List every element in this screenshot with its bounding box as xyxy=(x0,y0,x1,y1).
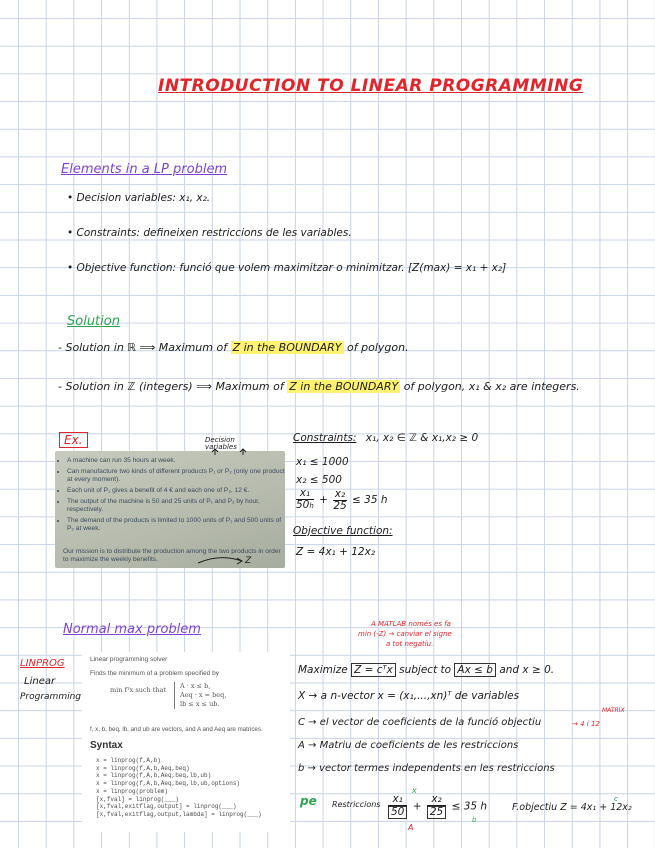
subject-to-word: subject to xyxy=(399,664,452,676)
fraction-x1-unit: h xyxy=(309,502,314,510)
matlab-doc-note: f, x, b, beq, lb, and ub are vectors, and A and Aeq are matrices. xyxy=(90,726,263,733)
up-arrow-icon xyxy=(212,449,246,455)
fraction-x1-num: x₁ xyxy=(296,488,314,500)
fraction-x2 xyxy=(333,489,346,512)
restriccions-label: Restriccions xyxy=(332,800,381,809)
x-definition: X → a n-vector x = (x₁,...,xn)ᵀ de variables xyxy=(298,690,520,702)
pe-label: pe xyxy=(300,794,317,808)
solution-r-suffix: of polygon. xyxy=(347,341,409,354)
matlab-doc-subtitle: Finds the minimum of a problem specified by xyxy=(90,670,219,677)
pe-fraction-x2-den: 25 xyxy=(427,806,446,819)
plus-sign: + xyxy=(319,494,328,506)
fraction-x2-num: x₂ xyxy=(334,487,346,500)
a-definition: A → Matriu de coeficients de les restriccions xyxy=(298,740,519,751)
fraction-x1 xyxy=(296,488,314,512)
decision-variables-annotation: Decision variables xyxy=(205,436,237,451)
decision-variables-line: • Decision variables: x₁, x₂. xyxy=(67,192,211,204)
c-note-matrix: MATRIX xyxy=(602,707,625,714)
problem-bullet: • The output of the machine is 50 and 25 units of P₁ and P₂ by hour, respectively. xyxy=(67,498,285,514)
constraints-header-line xyxy=(293,432,478,444)
example-label: Ex. xyxy=(59,432,88,448)
matlab-doc-syntax-heading: Syntax xyxy=(90,740,123,751)
constraints-domain: x₁, x₂ ∈ ℤ & x₁,x₂ ≥ 0 xyxy=(365,432,479,444)
solution-r-line xyxy=(58,341,409,354)
programming-label: Programming xyxy=(20,692,82,702)
matlab-doc-cond-2: Aeq · x = beq, xyxy=(180,691,227,699)
page-title: INTRODUCTION TO LINEAR PROGRAMMING xyxy=(158,76,584,96)
c-note: → 4 i 12 xyxy=(572,720,600,728)
matlab-doc-conditions xyxy=(174,682,226,709)
right-arrow-icon xyxy=(198,557,242,564)
objective-box: Z = cᵀx xyxy=(351,663,396,677)
solution-z-line xyxy=(58,380,580,393)
elements-heading: Elements in a LP problem xyxy=(61,162,228,177)
pe-fraction-x1-num: x₁ xyxy=(388,794,407,806)
pe-fraction-x1-den: 50 xyxy=(388,806,407,819)
problem-statement-photo xyxy=(55,451,285,568)
matlab-doc-screenshot xyxy=(82,652,290,832)
matlab-note-3: a tot negatiu. xyxy=(386,640,434,648)
problem-bullet: • Each unit of P₁ gives a benefit of 4 € and each one of P₂, 12 €. xyxy=(67,487,285,495)
matlab-note-1: A MATLAB només es fa xyxy=(371,620,451,628)
maximize-word: Maximize xyxy=(298,664,348,676)
annotation-arrows xyxy=(210,448,250,456)
fraction-x1-den xyxy=(296,500,314,512)
pe-fraction-x2-num: x₂ xyxy=(427,794,446,806)
fraction-x1-den-value: 50 xyxy=(296,499,310,511)
z-arrow xyxy=(196,554,246,566)
constraint-3-rhs: ≤ 35 h xyxy=(352,494,388,506)
matlab-doc-code: x = linprog(f,A,b) x = linprog(f,A,b,Aeq,beq) x = linprog(f,A,b,Aeq,beq,lb,ub) x = linprog(f,A,b,Aeq,beq,lb,ub,options) x = linprog(problem) [x,fval] = linprog(___) [x,fval,exitflag,output] = linprog(___) [x,fval,exitflag,output,lambda] = linprog(___) xyxy=(96,757,262,818)
pe-rhs: ≤ 35 h xyxy=(451,800,488,813)
constraints-line: • Constraints: defineixen restriccions de les variables. xyxy=(67,227,352,239)
constraints-heading: Constraints: xyxy=(293,432,357,444)
solution-r-prefix: - Solution in ℝ ⟹ Maximum of xyxy=(58,341,228,354)
matlab-doc-title: Linear programming solver xyxy=(90,656,168,663)
objective-function: Z = 4x₁ + 12x₂ xyxy=(296,546,376,558)
pe-fraction-x1 xyxy=(388,794,407,819)
solution-z-suffix: of polygon, x₁ & x₂ are integers. xyxy=(403,380,580,393)
objective-function-heading: Objective function: xyxy=(293,525,393,537)
problem-mission: Our mission is to distribute the production among the two products in order to maximize the weekly benefits. xyxy=(63,548,281,563)
problem-bullet: • A machine can run 35 hours at week. xyxy=(67,457,285,465)
b-definition: b → vector termes independents en les restriccions xyxy=(298,763,555,774)
pe-objective: F.objectiu Z = 4x₁ + 12x₂ xyxy=(512,802,632,813)
example-label-box xyxy=(59,429,88,448)
matlab-doc-cond-1: A · x ≤ b, xyxy=(180,682,211,690)
solution-z-prefix: - Solution in ℤ (integers) ⟹ Maximum of xyxy=(58,380,284,393)
problem-bullet: • The demand of the products is limited to 1000 units of P₁ and 500 units of P₂ at week. xyxy=(67,517,285,533)
objective-line: • Objective function: funció que volem maximitzar o minimitzar. [Z(max) = x₁ + x₂] xyxy=(67,262,507,274)
matlab-note-2: min (-Z) → canviar el signe xyxy=(358,630,452,638)
problem-bullet: • Can manufacture two kinds of different products P₁ or P₂ (only one product at every moment). xyxy=(67,468,285,484)
normal-max-heading: Normal max problem xyxy=(63,622,201,637)
constraint-2: x₂ ≤ 500 xyxy=(296,474,342,486)
pe-fraction-x2 xyxy=(427,794,446,819)
pe-mark-c: c xyxy=(614,795,618,803)
matlab-doc-formula: min fᵀx such that xyxy=(110,686,167,694)
solution-r-highlight: Z in the BOUNDARY xyxy=(232,341,342,354)
fraction-x2-den: 25 xyxy=(333,499,347,512)
annot-z: Z xyxy=(245,556,252,566)
linear-label: Linear xyxy=(24,676,56,687)
matlab-doc-cond-3: lb ≤ x ≤ ub. xyxy=(180,700,220,708)
problem-bullets xyxy=(55,457,285,533)
constraint-3 xyxy=(294,488,388,512)
nonneg-condition: and x ≥ 0. xyxy=(499,664,555,676)
constraint-box: Ax ≤ b xyxy=(454,663,496,677)
pe-mark-a: A xyxy=(408,823,414,832)
pe-plus: + xyxy=(412,800,422,813)
pe-mark-x: x xyxy=(412,786,417,795)
pe-mark-b: b xyxy=(472,816,477,824)
constraint-1: x₁ ≤ 1000 xyxy=(296,456,349,468)
solution-heading: Solution xyxy=(67,314,120,329)
linprog-label: LINPROG xyxy=(20,658,65,669)
solution-z-highlight: Z in the BOUNDARY xyxy=(289,380,399,393)
c-definition: C → el vector de coeficients de la funció objectiu xyxy=(298,717,542,728)
maximize-line xyxy=(298,664,554,676)
